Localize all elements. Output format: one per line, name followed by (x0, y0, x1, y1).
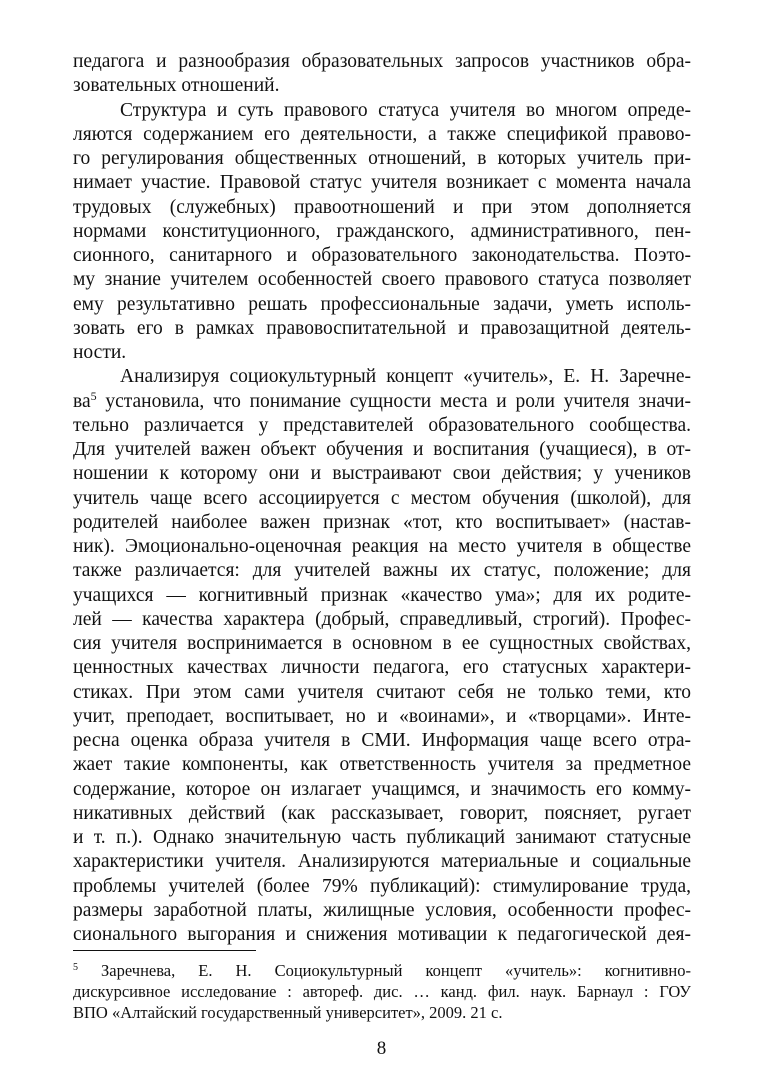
text-line: также различается: для учителей важны их статус, положение; для (73, 560, 691, 582)
text-line: ценностных качествах личности педагога, его статусных характери- (73, 657, 691, 679)
text-fragment: установила, что понимание сущности места и роли учителя значи- (96, 390, 691, 412)
text-line: содержание, которое он излагает учащимся, и значимость его комму- (73, 778, 691, 800)
text-line: и т. п.). Однако значительную часть публикаций занимают статусные (73, 827, 691, 848)
text-line: стиках. При этом сами учителя считают себя не только теми, кто (73, 681, 691, 703)
text-line (73, 390, 691, 414)
footnote-line: ВПО «Алтайский государственный университет», 2009. 21 с. (73, 1003, 503, 1022)
text-line: учащихся — когнитивный признак «качество ума»; для их родите- (73, 584, 691, 606)
footnote-separator (73, 950, 256, 951)
paragraph-2 (73, 99, 691, 366)
footnote (73, 960, 691, 1023)
text-line: трудовых (служебных) правоотношений и при этом дополняется (73, 196, 691, 218)
text-line: зовательных отношений. (73, 75, 280, 97)
text-line: Для учителей важен объект обучения и воспитания (учащиеся), в от- (73, 439, 691, 460)
text-line: характеристики учителя. Анализируются материальные и социальные (73, 851, 691, 873)
text-line: педагога и разнообразия образовательных запросов участников обра- (73, 51, 691, 72)
text-line: Структура и суть правового статуса учителя во многом опреде- (120, 99, 691, 121)
text-line: ник). Эмоционально-оценочная реакция на место учителя в обществе (73, 536, 691, 557)
text-line: учит, преподает, воспитывает, но и «воинами», и «творцами». Инте- (73, 705, 691, 727)
text-line: нимает участие. Правовой статус учителя возникает с момента начала (73, 172, 691, 194)
text-line: сионного, санитарного и образовательного законодательства. Поэто- (73, 245, 691, 266)
text-line: лей — качества характера (добрый, справедливый, строгий). Профес- (73, 608, 691, 630)
text-line: нормами конституционного, гражданского, административного, пен- (73, 220, 691, 242)
text-line: родителей наиболее важен признак «тот, кто воспитывает» (настав- (73, 511, 691, 533)
text-line: сионального выгорания и снижения мотивации к педагогической дея- (73, 924, 691, 945)
text-line: го регулирования общественных отношений, в которых учитель при- (73, 148, 691, 169)
page-number: 8 (376, 1038, 387, 1059)
footnote-line (73, 960, 691, 981)
text-line: жает такие компоненты, как ответственность учителя за предметное (73, 754, 691, 776)
text-fragment: ва (73, 390, 91, 412)
text-line: ляются содержанием его деятельности, а также спецификой правово- (73, 123, 691, 145)
paragraph-3 (73, 365, 691, 947)
text-line: ношении к которому они и выстраивают свои действия; у учеников (73, 463, 691, 485)
text-line: му знание учителем особенностей своего правового статуса позволяет (73, 269, 691, 291)
footnote-line: дискурсивное исследование : автореф. дис. … канд. фил. наук. Барнаул : ГОУ (73, 982, 691, 1001)
main-text (73, 50, 691, 947)
text-line: ресна оценка образа учителя в СМИ. Информация чаще всего отра- (73, 730, 691, 751)
text-line: тельно различается у представителей образовательного сообщества. (73, 414, 691, 436)
footnote-reference[interactable]: 5 (90, 388, 97, 403)
footnote-number: 5 (73, 962, 78, 973)
text-fragment: Заречнева, Е. Н. Социокультурный концепт «учитель»: когнитивно- (78, 961, 691, 980)
paragraph-1 (73, 50, 691, 99)
text-line: размеры заработной платы, жилищные условия, особенности профес- (73, 899, 691, 921)
text-line: ему результативно решать профессиональные задачи, уметь исполь- (73, 293, 691, 315)
text-line: никативных действий (как рассказывает, говорит, поясняет, ругает (73, 802, 691, 824)
text-line: сия учителя воспринимается в основном в ее сущностных свойствах, (73, 633, 691, 654)
text-line: ности. (73, 342, 127, 363)
text-line: учитель чаще всего ассоциируется с местом обучения (школой), для (73, 487, 691, 509)
text-line: зовать его в рамках правовоспитательной и правозащитной деятель- (73, 317, 691, 339)
text-line: проблемы учителей (более 79% публикаций): стимулирование труда, (73, 875, 691, 897)
text-line: Анализируя социокультурный концепт «учитель», Е. Н. Заречне- (120, 366, 691, 388)
